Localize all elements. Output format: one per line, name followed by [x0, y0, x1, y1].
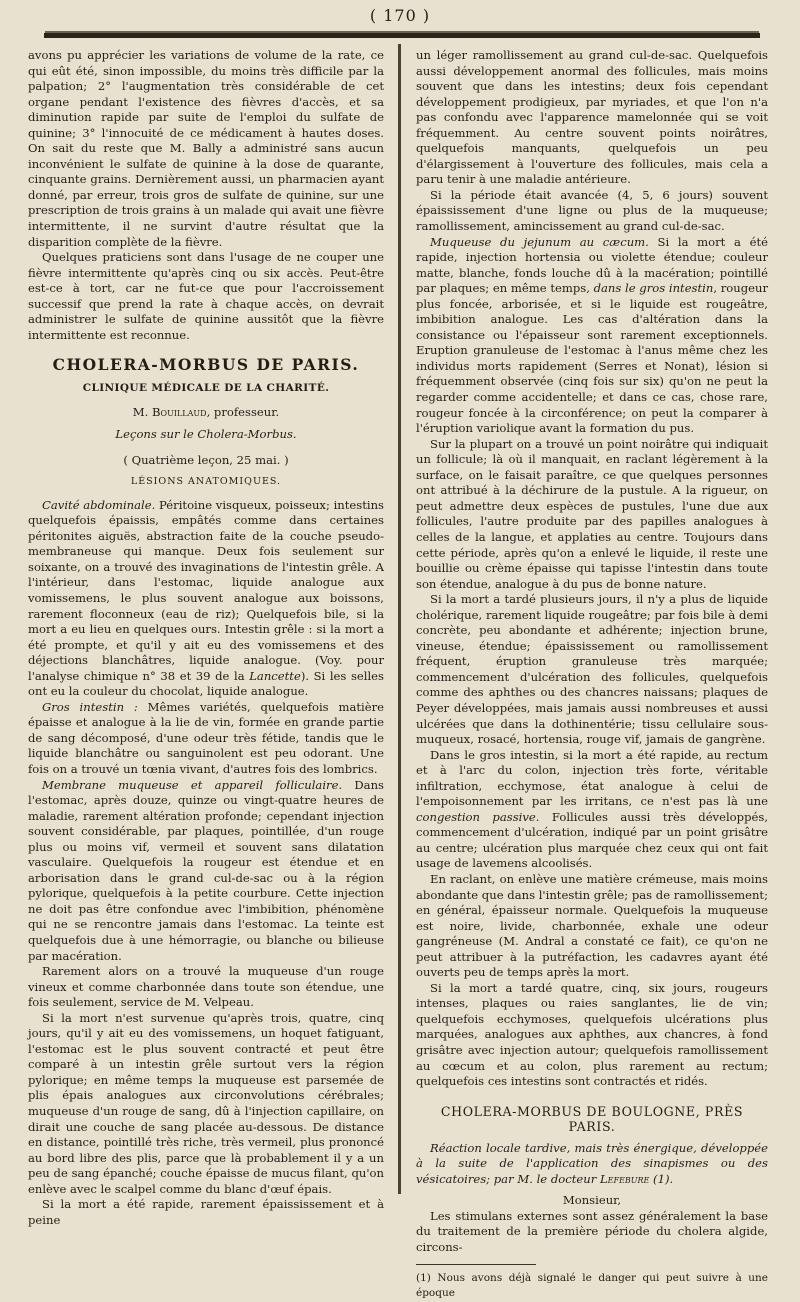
paragraph-raclant: En raclant, on enlève une matière crémeuse, mais moins abondante que dans l'intestin grêle; pas de ramollissement; en général, épaisseur normale. Quelquefois la muqueuse est noire, livide, charbonnée, exhale une odeur gangréneuse (M. Andral a constaté ce fait), ce qu'on ne peut attribuer à la putréfaction, les cadavres ayant été ouverts peu de temps après la mort. [416, 871, 768, 980]
paragraph-plupart: Sur la plupart on a trouvé un point noirâtre qui indiquait un follicule; là où il manquait, en raclant légèrement à la surface, on le faisait paraître, ce que quelques personnes ont attribué à la déchirure de la pustule. A la rigueur, on peut admettre deux espèces de pustules, l'une due aux follicules, l'autre produite par des papilles analogues à celles de la langue, et applaties au centre. Toujours dans cette période, après qu'on a enlevé le liquide, il reste une bouillie ou crème épaisse qui tapisse l'intestin dans toute son étendue, analogue à du pus de bonne nature. [416, 436, 768, 591]
paragraph-praticiens: Quelques praticiens sont dans l'usage de ne couper une fièvre intermittente qu'après cinq ou six accès. Peut-être est-ce à tort, car ne fut-ce que pour l'accroissement successif que prend la rate à chaque accès, on devrait administrer le sulfate de quinine aussitôt que la fièvre intermittente est reconnue. [28, 250, 384, 342]
paragraph-rarement: Rarement alors on a trouvé la muqueuse d'un rouge vineux et comme charbonnée dans toute son étendue, une fois seulement, service de M. Velpeau. [28, 964, 384, 1010]
paragraph-periode: Si la période était avancée (4, 5, 6 jours) souvent épaississement d'une ligne ou plus de la muqueuse; ramollissement, amincissement au grand cul-de-sac. [416, 187, 768, 234]
professor-line: M. Bouillaud, professeur. [132, 405, 280, 420]
paragraph-ramollissement: un léger ramollissement au grand cul-de-sac. Quelquefois aussi développement anormal des follicules, mais moins souvent que dans les intestins; deux fois cependant développement prodigieux, par myriades, et que l'on n'a pas confondu avec l'apparence mamelonnée qui se voit fréquemment. Au centre souvent points noirâtres, quelquefois manquants, quelquefois un peu d'élargissement à l'ouverture des follicules, mais cela a paru tenir à une maladie antérieure. [416, 48, 768, 187]
left-column [28, 48, 384, 1228]
paragraph-muqueuse: Muqueuse du jejunum au cæcum. Si la mort a été rapide, injection hortensia ou violette étendue; couleur matte, blanche, fonds louche dû à la macération; pointillé par plaques; en même temps, dans le gros intestin, rougeur plus foncée, arborisée, et si le liquide est rougeâtre, imbibition analogue. Les cas d'altération dans la consistance ou l'épaisseur sont rarement exceptionnels. Eruption granuleuse de l'estomac à l'anus même chez les individus morts rapidement (Serres et Nonat), lésion si fréquemment observée (cinq fois sur six) qu'on ne peut la regarder comme accidentelle; et dans ce cas, chose rare, rougeur foncée à la circonférence; on peut la comparer à l'éruption variolique avant la formation du pus. [416, 234, 768, 436]
doctor-name: Lefebure [599, 1171, 650, 1186]
footnote-rule [416, 1264, 536, 1265]
reaction-subtitle: Réaction locale tardive, mais très énergique, développée à la suite de l'application des sinapismes ou des vésicatoires; par M. le docteur Lefebure (1). [416, 1140, 768, 1186]
lancette-ref: Lancette [249, 668, 301, 683]
footnote: (1) Nous avons déjà signalé le danger qui peut suivre à une époque [416, 1271, 768, 1300]
paragraph-gros-intestin-right: Dans le gros intestin, si la mort a été rapide, au rectum et à l'arc du colon, injection très forte, véritable infiltration, ecchymose, état analogue à celui de l'empoisonnement par les irritans, ce n'est pas là une congestion passive. Follicules aussi très développés, commencement d'ulcération, indiqué par un point grisâtre au centre; ulcération plus marquée chez ceux qui ont fait usage de lavemens alcoolisés. [416, 747, 768, 871]
cavite-title: Cavité abdominale. [42, 497, 156, 512]
paragraph-quatre: Si la mort a tardé quatre, cinq, six jours, rougeurs intenses, plaques ou raies sanglantes, lie de vin; quelquefois ecchymoses, quelquefois ulcérations plus marquées, analogues aux aphthes, aux chancres, à fond grisâtre avec injection autour; quelquefois ramollissement au cœcum et au colon, plus rarement au rectum; quelquefois ces intestins sont contractés et ridés. [416, 980, 768, 1089]
lesions-heading: LÉSIONS ANATOMIQUES. [130, 476, 282, 488]
right-column [416, 48, 768, 1302]
paragraph-si-mort: Si la mort n'est survenue qu'après trois, quatre, cinq jours, qu'il y ait eu des vomissemens, un hoquet fatiguant, l'estomac est le plus souvent contracté et peut être comparé à un intestin grêle surtout vers la région pylorique; en même temps la muqueuse est parsemée de plis épais analogues aux circonvolutions cérébrales; muqueuse d'un rouge de sang, dû à l'injection capillaire, on dirait une couche de sang placée au-dessous. De distance en distance, pointillé très riche, très vermeil, plus prononcé au bord libre des plis, parce que là probablement il y a un peu de sang épanché; couche épaisse de mucus filant, qu'on enlève avec le scalpel comme du blanc d'œuf épais. [28, 1010, 384, 1196]
muqueuse-title: Muqueuse du jejunum au cæcum. [430, 234, 649, 249]
paragraph-last-left: Si la mort a été rapide, rarement épaississement et à peine [28, 1197, 384, 1227]
paragraph-tarde: Si la mort a tardé plusieurs jours, il n'y a plus de liquide cholérique, rarement liquide rougeâtre; par fois bile à demi concrète, peu abondante et adhérente; injection brune, vineuse, étendue; épaississement ou ramollissement fréquent, éruption granuleuse très marquée; commencement d'ulcération des follicules, quelquefois comme des aphthes ou des chancres naissans; plaques de Peyer développées, mais jamais aussi nombreuses et aussi ulcérées que dans la dothinentérie; tissu cellulaire sous-muqueux, rosacé, hortensia, rouge vif, jamais de gangrène. [416, 592, 768, 747]
salutation: Monsieur, [562, 1193, 622, 1208]
paragraph-stimulans: Les stimulans externes sont assez généralement la base du traitement de la première période du cholera algide, circons- [416, 1208, 768, 1255]
professor-name: Bouillaud [152, 405, 207, 420]
gros-title: Gros intestin : [42, 699, 138, 714]
column-divider [398, 44, 401, 1194]
lecture-title: Leçons sur le Cholera-Morbus. [115, 427, 297, 442]
paragraph-cavite: Cavité abdominale. Péritoine visqueux, poisseux; intestins quelquefois épaissis, empâtés comme dans certaines péritonites aiguës, abstraction faite de la couche pseudo-membraneuse qui manque. Deux fois seulement sur soixante, on a trouvé des invaginations de l'intestin grêle. A l'intérieur, dans l'estomac, liquide analogue aux vomissemens, le plus souvent analogue aux boissons, rarement floconneux (eau de riz); Quelquefois bile, si la mort a eu lieu en quelques ours. Intestin grêle : si la mort a été prompte, et qu'il y ait eu des vomissemens et des déjections blanchâtres, liquide analogue. (Voy. pour l'analyse chimique n° 38 et 39 de la Lancette). Si les selles ont eu la couleur du chocolat, liquide analogue. [28, 497, 384, 699]
paragraph-gros-intestin: Gros intestin : Mêmes variétés, quelquefois matière épaisse et analogue à la lie de vin, formée en grande partie de sang décomposé, d'une odeur très fétide, tandis que le liquide blanchâtre ou sanguinolent est peu odorant. Une fois on a trouvé un tœnia vivant, d'autres fois des lombrics. [28, 699, 384, 776]
lecture-date: ( Quatrième leçon, 25 mai. ) [123, 452, 289, 467]
clinic-heading: CLINIQUE MÉDICALE DE LA CHARITÉ. [82, 381, 330, 394]
paragraph-membrane: Membrane muqueuse et appareil folliculaire. Dans l'estomac, après douze, quinze ou vingt-quatre heures de maladie, rarement altération profonde; cependant injection souvent considérable, par plaques, pointillée, d'un rouge plus ou moins vif, vermeil et souvent sans dilatation vasculaire. Quelquefois la rougeur est étendue et en arborisation dans le grand cul-de-sac ou à la région pylorique, quelquefois à la petite courbure. Cette injection ne doit pas être confondue avec l'imbibition, phénomène qui ne se rencontre jamais dans l'estomac. La teinte est quelquefois due à une hémorragie, ou blanche ou bilieuse par macération. [28, 777, 385, 963]
top-rule [44, 33, 760, 38]
section-heading-boulogne: CHOLERA-MORBUS DE BOULOGNE, PRÈS PARIS. [440, 1103, 744, 1135]
section-heading-cholera-paris: CHOLERA-MORBUS DE PARIS. [52, 355, 360, 375]
page-number: ( 170 ) [369, 6, 431, 25]
membrane-title: Membrane muqueuse et appareil folliculaire. [42, 777, 343, 792]
paragraph-rate: avons pu apprécier les variations de volume de la rate, ce qui eût été, sinon impossible, du moins très difficile par la palpation; 2° l'augmentation très considérable de cet organe pendant l'existence des fièvres d'accès, et sa diminution rapide par suite de l'emploi du sulfate de quinine; 3° l'innocuité de ce médicament à hautes doses. On sait du reste que M. Bally a administré sans aucun inconvénient le sulfate de quinine à la dose de quarante, cinquante grains. Dernièrement aussi, un pharmacien ayant donné, par erreur, trois gros de sulfate de quinine, sur une prescription de trois grains à un malade qui avait une fièvre intermittente, il ne survint d'autre résultat que la disparition complète de la fièvre. [28, 48, 384, 249]
